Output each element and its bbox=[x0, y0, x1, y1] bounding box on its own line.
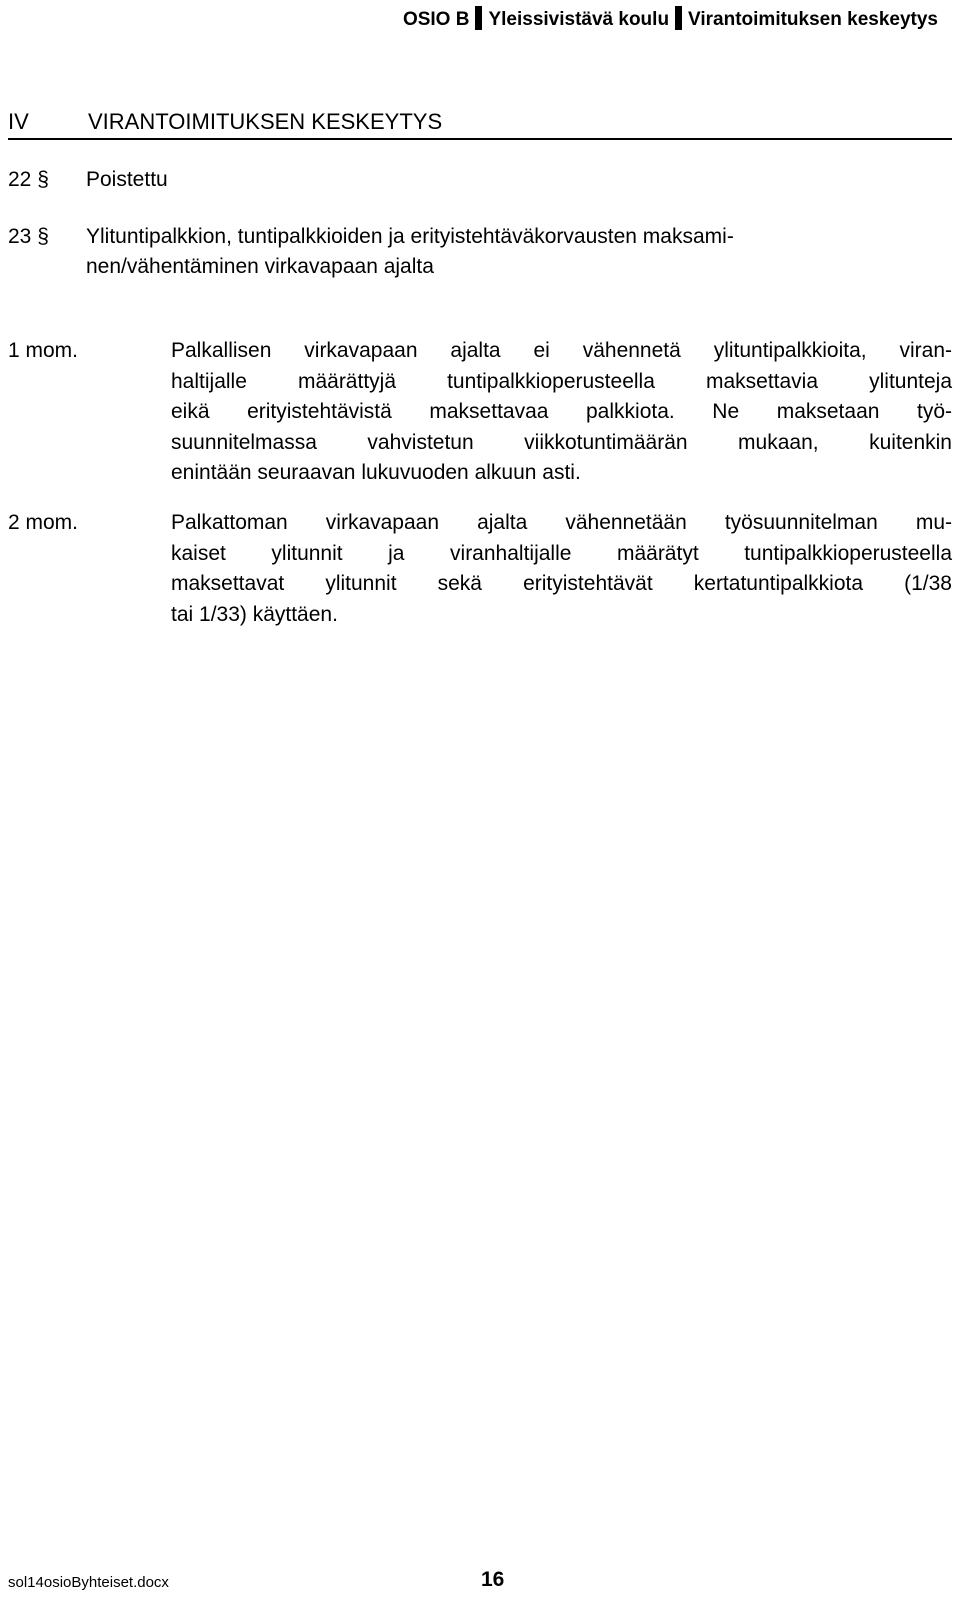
moment-line: haltijalle määrättyjä tuntipalkkioperusteella maksettavia ylitunteja bbox=[171, 369, 952, 393]
section-title-line: Poistettu bbox=[86, 168, 168, 191]
moment-line: Palkallisen virkavapaan ajalta ei vähennetä ylituntipalkkioita, viran- bbox=[171, 339, 952, 362]
footer-filename: sol14osioByhteiset.docx bbox=[8, 1574, 169, 1591]
chapter-title: VIRANTOIMITUKSEN KESKEYTYS bbox=[88, 109, 443, 134]
chapter-number: IV bbox=[8, 109, 29, 134]
header-separator bbox=[475, 6, 482, 30]
section-title-line: Ylituntipalkkion, tuntipalkkioiden ja erityistehtäväkorvausten maksami- bbox=[86, 225, 734, 248]
section-title bbox=[86, 222, 886, 282]
section-title bbox=[86, 165, 886, 195]
moment-line: kaiset ylitunnit ja viranhaltijalle määrätyt tuntipalkkioperusteella bbox=[171, 541, 952, 565]
section-title-line: nen/vähentäminen virkavapaan ajalta bbox=[86, 255, 434, 278]
moment-line: suunnitelmassa vahvistetun viikkotuntimäärän mukaan, kuitenkin bbox=[171, 430, 952, 454]
moment-text bbox=[171, 336, 952, 489]
moment-line: tai 1/33) käyttäen. bbox=[171, 602, 338, 626]
moment-label: 2 mom. bbox=[8, 511, 79, 534]
moment-line: eikä erityistehtävistä maksettavaa palkkiota. Ne maksetaan työ- bbox=[171, 400, 952, 423]
moment-label: 1 mom. bbox=[8, 339, 79, 362]
page-number: 16 bbox=[481, 1568, 505, 1591]
moment-line: maksettavat ylitunnit sekä erityistehtävät kertatuntipalkkiota (1/38 bbox=[171, 572, 952, 595]
moment-text bbox=[171, 508, 952, 630]
section-number: 22 § bbox=[8, 168, 49, 191]
header-separator bbox=[675, 6, 682, 30]
section-number: 23 § bbox=[8, 225, 49, 248]
moment-line: enintään seuraavan lukuvuoden alkuun asti. bbox=[171, 461, 581, 484]
moment-line: Palkattoman virkavapaan ajalta vähennetään työsuunnitelman mu- bbox=[171, 511, 952, 534]
header-part-school: Yleissivistävä koulu bbox=[488, 9, 670, 30]
running-header bbox=[403, 6, 938, 32]
chapter-underline bbox=[8, 138, 952, 140]
header-part-osio: OSIO B bbox=[402, 9, 470, 30]
header-part-topic: Virantoimituksen keskeytys bbox=[688, 9, 938, 30]
